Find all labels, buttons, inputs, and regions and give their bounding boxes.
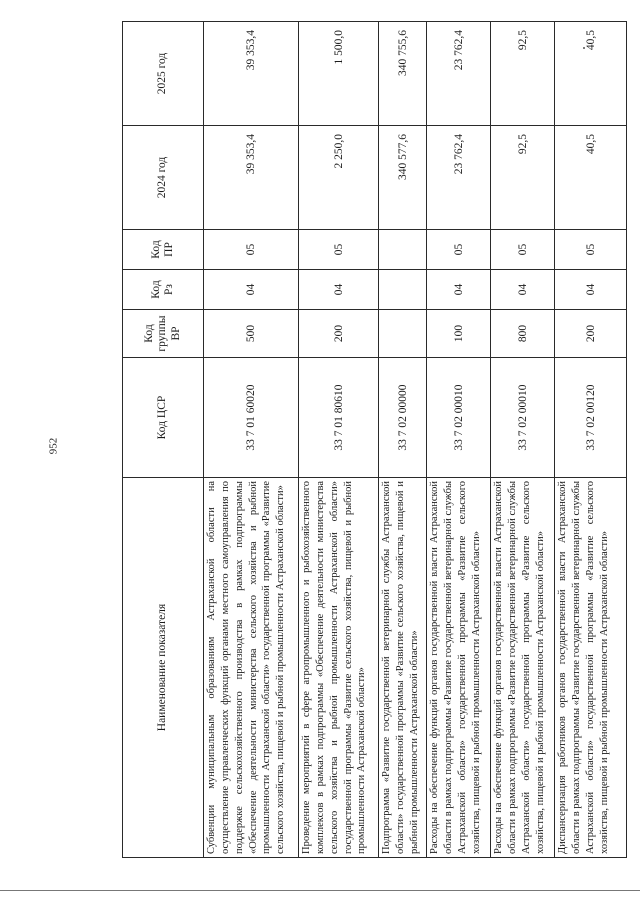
row-rz: 04 xyxy=(299,270,379,310)
header-vr: Код группы ВР xyxy=(123,310,204,358)
row-rz xyxy=(379,270,427,310)
header-csr: Код ЦСР xyxy=(123,358,204,478)
table-header-row xyxy=(123,22,204,858)
row-name: Расходы на обеспечение функций органов государственной власти Астраханской области в рамках подпрограммы «Развитие государственной ветеринарной службы Астраханской области» государственной программы «Развитие сельского хозяйства, пищевой и рыбной промышленности Астраханской области» xyxy=(427,478,491,858)
row-2025: 92,5 xyxy=(491,22,555,126)
row-2025: 340 755,6 xyxy=(379,22,427,126)
row-2024: 340 577,6 xyxy=(379,126,427,230)
row-csr: 33 7 02 00120 xyxy=(555,358,627,478)
row-csr: 33 7 02 00010 xyxy=(427,358,491,478)
row-pr: 05 xyxy=(299,230,379,270)
row-rz: 04 xyxy=(491,270,555,310)
row-vr: 100 xyxy=(427,310,491,358)
table-row xyxy=(204,22,299,858)
row-pr: 05 xyxy=(491,230,555,270)
row-name: Субвенции муниципальным образованиям Астраханской области на осуществление управленческих функций органами местного самоуправления по поддержке сельскохозяйственного производства в рамках подпрограммы «Обеспечение деятельности министерства сельского хозяйства и рыбной промышленности Астраханской области» государственной программы «Развитие сельского хозяйства, пищевой и рыбной промышленности Астраханской области» xyxy=(204,478,299,858)
row-name: Подпрограмма «Развитие государственной ветеринарной службы Астраханской области» государственной программы «Развитие сельского хозяйства, пищевой и рыбной промышленности Астраханской области» xyxy=(379,478,427,858)
row-csr: 33 7 01 60020 xyxy=(204,358,299,478)
row-2025: 1 500,0 xyxy=(299,22,379,126)
rotated-table-page xyxy=(122,22,624,858)
table-row xyxy=(555,22,627,858)
row-vr: 800 xyxy=(491,310,555,358)
row-pr: 05 xyxy=(204,230,299,270)
row-pr: 05 xyxy=(427,230,491,270)
table-row xyxy=(491,22,555,858)
row-2025: 39 353,4 xyxy=(204,22,299,126)
row-name: Диспансеризация работников органов государственной власти Астраханской области в рамках подпрограммы «Развитие государственной ветеринарной службы Астраханской области» государственной программы «Развитие сельского хозяйства, пищевой и рыбной промышленности Астраханской области» xyxy=(555,478,627,858)
budget-table xyxy=(122,21,627,858)
page-number: 952 xyxy=(47,437,60,455)
row-2024: 39 353,4 xyxy=(204,126,299,230)
row-rz: 04 xyxy=(204,270,299,310)
row-pr: 05 xyxy=(555,230,627,270)
table-row xyxy=(427,22,491,858)
header-2024: 2024 год xyxy=(123,126,204,230)
row-2024: 92,5 xyxy=(491,126,555,230)
row-2025: 23 762,4 xyxy=(427,22,491,126)
header-rz: Код Рз xyxy=(123,270,204,310)
table-row xyxy=(379,22,427,858)
row-vr: 200 xyxy=(299,310,379,358)
row-vr xyxy=(379,310,427,358)
row-2025: 40,5 xyxy=(555,22,627,126)
header-2025: 2025 год xyxy=(123,22,204,126)
row-csr: 33 7 02 00010 xyxy=(491,358,555,478)
row-rz: 04 xyxy=(555,270,627,310)
row-name: Проведение мероприятий в сфере агропромышленного и рыбохозяйственного комплексов в рамках подпрограммы «Обеспечение деятельности министерства сельского хозяйства и рыбной промышленности Астраханской области» государственной программы «Развитие сельского хозяйства, пищевой и рыбной промышленности Астраханской области» xyxy=(299,478,379,858)
page-bottom-rule xyxy=(0,890,640,891)
row-vr: 500 xyxy=(204,310,299,358)
header-pr: Код ПР xyxy=(123,230,204,270)
row-csr: 33 7 01 80610 xyxy=(299,358,379,478)
row-name: Расходы на обеспечение функций органов государственной власти Астраханской области в рамках подпрограммы «Развитие государственной ветеринарной службы Астраханской области» государственной программы «Развитие сельского хозяйства, пищевой и рыбной промышленности Астраханской области» xyxy=(491,478,555,858)
table-row xyxy=(299,22,379,858)
row-2024: 40,5 xyxy=(555,126,627,230)
row-2024: 23 762,4 xyxy=(427,126,491,230)
row-csr: 33 7 02 00000 xyxy=(379,358,427,478)
row-vr: 200 xyxy=(555,310,627,358)
header-name: Наименование показателя xyxy=(123,478,204,858)
row-rz: 04 xyxy=(427,270,491,310)
row-pr xyxy=(379,230,427,270)
row-2024: 2 250,0 xyxy=(299,126,379,230)
